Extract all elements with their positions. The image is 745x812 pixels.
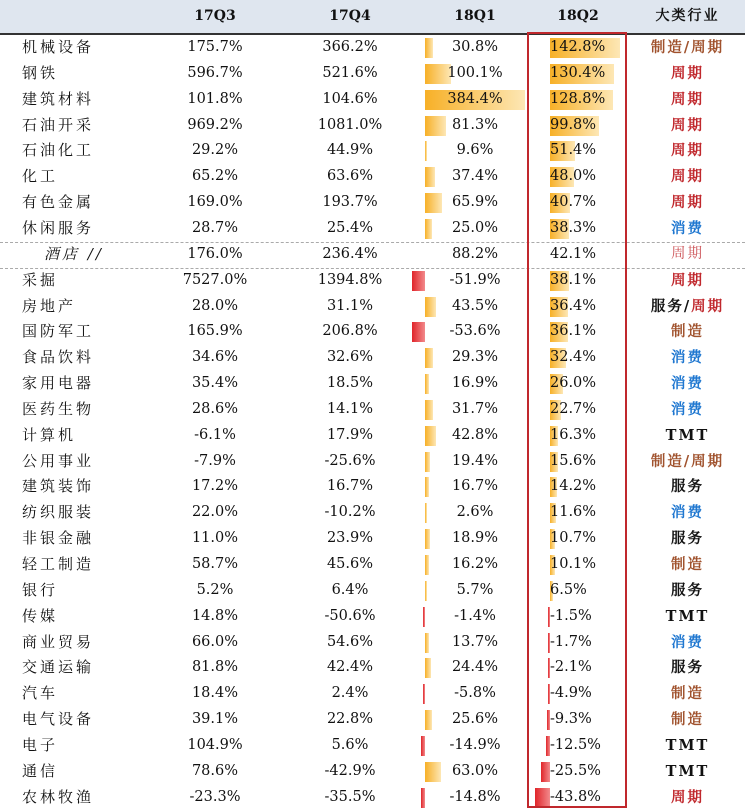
value-17q4: 22.8% <box>326 711 374 728</box>
category-label: 服务 <box>671 530 704 548</box>
value-text: 13.7% <box>451 633 499 650</box>
value-18q1 <box>425 164 525 190</box>
data-bar-18q1 <box>425 762 441 782</box>
industry-name: 电子 <box>22 735 59 754</box>
industry-name: 休闲服务 <box>22 218 95 237</box>
value-18q1 <box>425 630 525 656</box>
value-17q4: 6.4% <box>331 581 369 598</box>
value-17q3: 58.7% <box>191 556 239 572</box>
value-text: -1.4% <box>454 607 496 624</box>
value-17q3: 169.0% <box>187 194 243 211</box>
value-18q1 <box>425 423 525 449</box>
value-17q3: 596.7% <box>187 64 243 81</box>
value-text: 29.3% <box>451 349 499 366</box>
value-18q1 <box>425 319 525 345</box>
value-text: -5.8% <box>454 685 496 702</box>
category-label: 周期 <box>671 64 704 82</box>
category-label: 制造/周期 <box>650 452 725 470</box>
data-bar-18q1 <box>425 658 431 678</box>
data-bar-18q1 <box>425 297 436 317</box>
table-row <box>0 35 745 61</box>
industry-name: 有色金属 <box>22 193 95 212</box>
category-part: 服务/ <box>650 297 692 315</box>
value-text: 22.7% <box>550 400 597 417</box>
table-row <box>0 681 745 707</box>
value-text: 38.1% <box>550 271 597 288</box>
value-text: 81.3% <box>451 116 499 133</box>
table-row <box>0 707 745 733</box>
table-row <box>0 113 745 139</box>
value-text: -12.5% <box>550 736 601 753</box>
value-17q3: 101.8% <box>187 90 243 107</box>
value-text: 32.4% <box>550 349 597 366</box>
industry-name: 食品饮料 <box>22 348 95 367</box>
value-17q4: -50.6% <box>324 607 376 624</box>
value-text: 37.4% <box>451 168 499 185</box>
value-17q3: 81.8% <box>191 659 239 676</box>
data-bar-18q1 <box>425 452 430 472</box>
value-17q3: -6.1% <box>194 426 236 443</box>
value-18q1 <box>425 526 525 552</box>
value-18q1 <box>425 707 525 733</box>
industry-name: 非银金融 <box>22 529 95 548</box>
data-bar-18q1 <box>425 555 429 575</box>
value-17q4: 42.4% <box>326 659 374 676</box>
value-17q4: 206.8% <box>322 323 378 340</box>
table-row <box>0 526 745 552</box>
value-17q3: 11.0% <box>191 530 239 547</box>
value-text: 42.8% <box>451 426 499 443</box>
value-text: 2.6% <box>456 504 494 521</box>
value-text: 25.6% <box>451 711 499 728</box>
data-bar-18q1 <box>425 167 435 187</box>
data-bar-18q1 <box>425 141 427 161</box>
industry-name: 建筑材料 <box>22 89 95 108</box>
industry-name: 酒店 // <box>44 244 104 263</box>
category-label: 消费 <box>671 504 704 522</box>
table-row <box>0 268 745 294</box>
value-18q1 <box>425 474 525 500</box>
industry-name: 机械设备 <box>22 38 95 56</box>
value-text: 100.1% <box>447 64 503 81</box>
value-18q1 <box>425 190 525 216</box>
category-label: 服务 <box>671 659 704 677</box>
table-row <box>0 87 745 113</box>
category-label: 制造 <box>671 711 704 729</box>
category-label: 周期 <box>671 116 704 134</box>
header-category: 大类行业 <box>655 8 720 24</box>
category-label: 服务 <box>671 478 704 496</box>
value-18q1 <box>425 35 525 61</box>
industry-name: 电气设备 <box>22 710 95 729</box>
value-18q1 <box>425 87 525 113</box>
value-17q4: -10.2% <box>324 504 376 521</box>
data-bar-18q1 <box>425 219 432 239</box>
value-text: -43.8% <box>550 788 601 805</box>
value-17q4: 1081.0% <box>317 116 383 133</box>
table-row <box>0 190 745 216</box>
value-18q1 <box>425 371 525 397</box>
value-18q1 <box>425 578 525 604</box>
data-bar-18q1 <box>412 271 425 291</box>
value-text: 19.4% <box>451 452 499 469</box>
value-17q4: 23.9% <box>326 530 374 547</box>
industry-name: 汽车 <box>22 684 59 703</box>
table-row <box>0 552 745 578</box>
category-label: 消费 <box>671 219 704 237</box>
value-text: 43.5% <box>451 297 499 314</box>
value-text: 10.1% <box>550 556 597 572</box>
value-18q1 <box>425 500 525 526</box>
table-row <box>0 630 745 656</box>
value-text: 36.1% <box>550 323 597 340</box>
value-text: -14.9% <box>449 736 501 753</box>
value-text: 51.4% <box>550 142 597 159</box>
industry-name: 国防军工 <box>22 322 95 341</box>
value-17q4: 5.6% <box>331 736 369 753</box>
value-17q4: 14.1% <box>326 400 374 417</box>
category-label: 消费 <box>671 375 704 393</box>
table-row <box>0 164 745 190</box>
value-17q3: 176.0% <box>187 245 243 262</box>
table-row <box>0 785 745 811</box>
value-text: -25.5% <box>550 762 601 779</box>
value-18q1 <box>425 268 525 294</box>
table-row <box>0 371 745 397</box>
value-17q4: 16.7% <box>326 478 374 495</box>
value-text: 48.0% <box>550 168 597 185</box>
value-18q1 <box>425 552 525 578</box>
value-text: 99.8% <box>550 116 597 133</box>
industry-name: 农林牧渔 <box>22 787 95 806</box>
table-row <box>0 294 745 320</box>
data-bar-18q1 <box>423 684 425 704</box>
data-bar-18q1 <box>421 788 425 808</box>
table-row <box>0 242 745 268</box>
data-bar-18q1 <box>425 193 442 213</box>
value-17q3: 969.2% <box>187 116 243 133</box>
value-text: 63.0% <box>451 762 499 779</box>
value-17q3: 35.4% <box>191 375 239 392</box>
value-text: 5.7% <box>456 581 494 598</box>
value-17q4: 366.2% <box>322 39 378 55</box>
industry-name: 采掘 <box>22 270 59 289</box>
value-text: 9.6% <box>456 142 494 159</box>
industry-name: 医药生物 <box>22 399 95 418</box>
value-17q3: 29.2% <box>191 142 239 159</box>
industry-name: 钢铁 <box>22 63 59 82</box>
value-18q1 <box>425 681 525 707</box>
category-label: 消费 <box>671 349 704 367</box>
table-row <box>0 319 745 345</box>
value-text: -53.6% <box>449 323 501 340</box>
value-17q4: 32.6% <box>326 349 374 366</box>
value-text: 10.7% <box>550 530 597 547</box>
value-17q3: 66.0% <box>191 633 239 650</box>
value-text: 16.9% <box>451 375 499 392</box>
category-label <box>630 294 745 320</box>
industry-name: 交通运输 <box>22 658 95 677</box>
value-18q1 <box>425 785 525 811</box>
value-18q1 <box>425 138 525 164</box>
industry-name: 通信 <box>22 761 59 780</box>
value-text: 88.2% <box>451 245 499 262</box>
table-row <box>0 604 745 630</box>
category-label: TMT <box>665 607 710 625</box>
category-label: 消费 <box>671 400 704 418</box>
value-17q4: 18.5% <box>326 375 374 392</box>
value-18q1 <box>425 345 525 371</box>
data-bar-18q1 <box>425 38 433 58</box>
value-18q1 <box>425 759 525 785</box>
category-label: 制造 <box>671 323 704 341</box>
value-text: 16.2% <box>451 556 499 572</box>
table-row <box>0 733 745 759</box>
value-text: 31.7% <box>451 400 499 417</box>
value-text: 42.1% <box>550 245 597 262</box>
data-bar-18q1 <box>425 633 429 653</box>
category-label: 服务 <box>671 581 704 599</box>
data-bar-18q1 <box>425 116 446 136</box>
value-17q3: 17.2% <box>191 478 239 495</box>
value-17q4: 2.4% <box>331 685 369 702</box>
category-label: 制造/周期 <box>650 39 725 56</box>
data-bar-18q1 <box>425 503 427 523</box>
value-17q4: 54.6% <box>326 633 374 650</box>
value-text: 130.4% <box>550 64 606 81</box>
data-bar-18q1 <box>421 736 425 756</box>
industry-name: 轻工制造 <box>22 555 95 573</box>
industry-name: 计算机 <box>22 425 77 444</box>
data-bar-18q1 <box>412 322 425 342</box>
category-label: 周期 <box>671 245 704 262</box>
value-text: 14.2% <box>550 478 597 495</box>
category-label: 周期 <box>671 168 704 186</box>
value-18q1 <box>425 604 525 630</box>
table-row <box>0 345 745 371</box>
value-17q3: 175.7% <box>187 39 243 55</box>
value-text: -2.1% <box>550 659 592 676</box>
data-bar-18q1 <box>425 581 427 601</box>
value-text: 65.9% <box>451 194 499 211</box>
value-17q3: -7.9% <box>194 452 236 469</box>
category-part: 周期 <box>691 297 725 315</box>
value-17q3: 14.8% <box>191 607 239 624</box>
table-row <box>0 655 745 681</box>
value-17q3: -23.3% <box>189 788 241 805</box>
value-text: -1.7% <box>550 633 592 650</box>
table-row <box>0 759 745 785</box>
value-text: 40.7% <box>550 194 597 211</box>
category-label: 制造 <box>671 556 704 573</box>
value-text: -51.9% <box>449 271 501 288</box>
value-17q4: 44.9% <box>326 142 374 159</box>
data-bar-18q1 <box>425 426 436 446</box>
industry-name: 石油开采 <box>22 115 95 134</box>
industry-name: 石油化工 <box>22 141 95 160</box>
industry-name: 商业贸易 <box>22 632 95 651</box>
value-text: -1.5% <box>550 607 592 624</box>
table-row <box>0 61 745 87</box>
data-bar-18q1 <box>423 607 425 627</box>
value-18q1 <box>425 294 525 320</box>
value-text: 38.3% <box>550 219 597 236</box>
table-row <box>0 500 745 526</box>
table-row <box>0 449 745 475</box>
value-17q4: 25.4% <box>326 219 374 236</box>
industry-name: 公用事业 <box>22 451 95 470</box>
category-label: 周期 <box>671 194 704 212</box>
value-18q1 <box>425 397 525 423</box>
value-text: 384.4% <box>447 90 503 107</box>
value-text: -4.9% <box>550 685 592 702</box>
value-text: -9.3% <box>550 711 592 728</box>
value-18q1 <box>425 449 525 475</box>
value-17q3: 34.6% <box>191 349 239 366</box>
value-18q1 <box>425 242 525 268</box>
value-17q3: 28.6% <box>191 400 239 417</box>
value-text: 142.8% <box>550 39 606 55</box>
industry-name: 传媒 <box>22 606 59 625</box>
value-17q3: 78.6% <box>191 762 239 779</box>
value-17q4: 45.6% <box>326 556 374 572</box>
data-bar-18q1 <box>425 529 430 549</box>
value-17q4: 193.7% <box>322 194 378 211</box>
value-17q4: 1394.8% <box>317 271 383 288</box>
value-17q4: 521.6% <box>322 64 378 81</box>
value-text: 25.0% <box>451 219 499 236</box>
value-text: 26.0% <box>550 375 597 392</box>
header-17q3: 17Q3 <box>194 8 236 24</box>
table-row <box>0 138 745 164</box>
value-text: 11.6% <box>550 504 597 521</box>
value-18q1 <box>425 655 525 681</box>
value-17q3: 104.9% <box>187 736 243 753</box>
table-row <box>0 423 745 449</box>
value-text: 18.9% <box>451 530 499 547</box>
industry-name: 银行 <box>22 580 59 599</box>
header-17q4: 17Q4 <box>329 8 371 24</box>
header-industry <box>22 4 142 30</box>
data-bar-18q1 <box>425 477 429 497</box>
industry-name: 房地产 <box>22 296 77 315</box>
header-18q2: 18Q2 <box>557 8 599 24</box>
data-bar-18q1 <box>425 374 429 394</box>
value-text: 128.8% <box>550 90 606 107</box>
header-row <box>0 4 745 30</box>
category-label: 周期 <box>671 90 704 108</box>
category-label: TMT <box>665 762 710 780</box>
value-18q1 <box>425 733 525 759</box>
row-separator <box>0 242 745 243</box>
value-text: 16.7% <box>451 478 499 495</box>
value-17q3: 39.1% <box>191 711 239 728</box>
value-17q4: 63.6% <box>326 168 374 185</box>
value-17q3: 65.2% <box>191 168 239 185</box>
value-17q3: 7527.0% <box>182 271 248 288</box>
value-17q4: -42.9% <box>324 762 376 779</box>
industry-name: 纺织服装 <box>22 503 95 522</box>
category-label: TMT <box>665 736 710 754</box>
category-label: 制造 <box>671 685 704 703</box>
industry-name: 化工 <box>22 167 59 186</box>
value-18q1 <box>425 113 525 139</box>
value-17q4: 17.9% <box>326 426 374 443</box>
category-label: 消费 <box>671 633 704 651</box>
category-label: 周期 <box>671 271 704 289</box>
data-bar-18q1 <box>425 400 433 420</box>
value-17q4: -25.6% <box>324 452 376 469</box>
value-17q4: 104.6% <box>322 90 378 107</box>
header-18q1: 18Q1 <box>454 8 496 24</box>
value-text: 36.4% <box>550 297 597 314</box>
value-17q3: 28.0% <box>191 297 239 314</box>
value-17q3: 5.2% <box>196 581 234 598</box>
table-row <box>0 474 745 500</box>
value-text: -14.8% <box>449 788 501 805</box>
category-label: 周期 <box>671 142 704 160</box>
value-17q4: -35.5% <box>324 788 376 805</box>
table-row <box>0 578 745 604</box>
value-text: 30.8% <box>451 39 499 55</box>
category-label: TMT <box>665 426 710 444</box>
category-label: 周期 <box>671 788 704 806</box>
data-bar-18q1 <box>425 710 432 730</box>
value-17q3: 22.0% <box>191 504 239 521</box>
industry-name: 家用电器 <box>22 374 95 393</box>
value-text: 15.6% <box>550 452 597 469</box>
industry-name: 建筑装饰 <box>22 477 95 496</box>
table-row <box>0 216 745 242</box>
value-17q3: 18.4% <box>191 685 239 702</box>
value-17q4: 236.4% <box>322 245 378 262</box>
value-18q1 <box>425 61 525 87</box>
value-text: 24.4% <box>451 659 499 676</box>
value-17q3: 165.9% <box>187 323 243 340</box>
value-text: 16.3% <box>550 426 597 443</box>
value-text: 6.5% <box>550 581 587 598</box>
data-bar-18q1 <box>425 348 433 368</box>
value-17q3: 28.7% <box>191 219 239 236</box>
value-18q1 <box>425 216 525 242</box>
table-row <box>0 397 745 423</box>
value-17q4: 31.1% <box>326 297 374 314</box>
